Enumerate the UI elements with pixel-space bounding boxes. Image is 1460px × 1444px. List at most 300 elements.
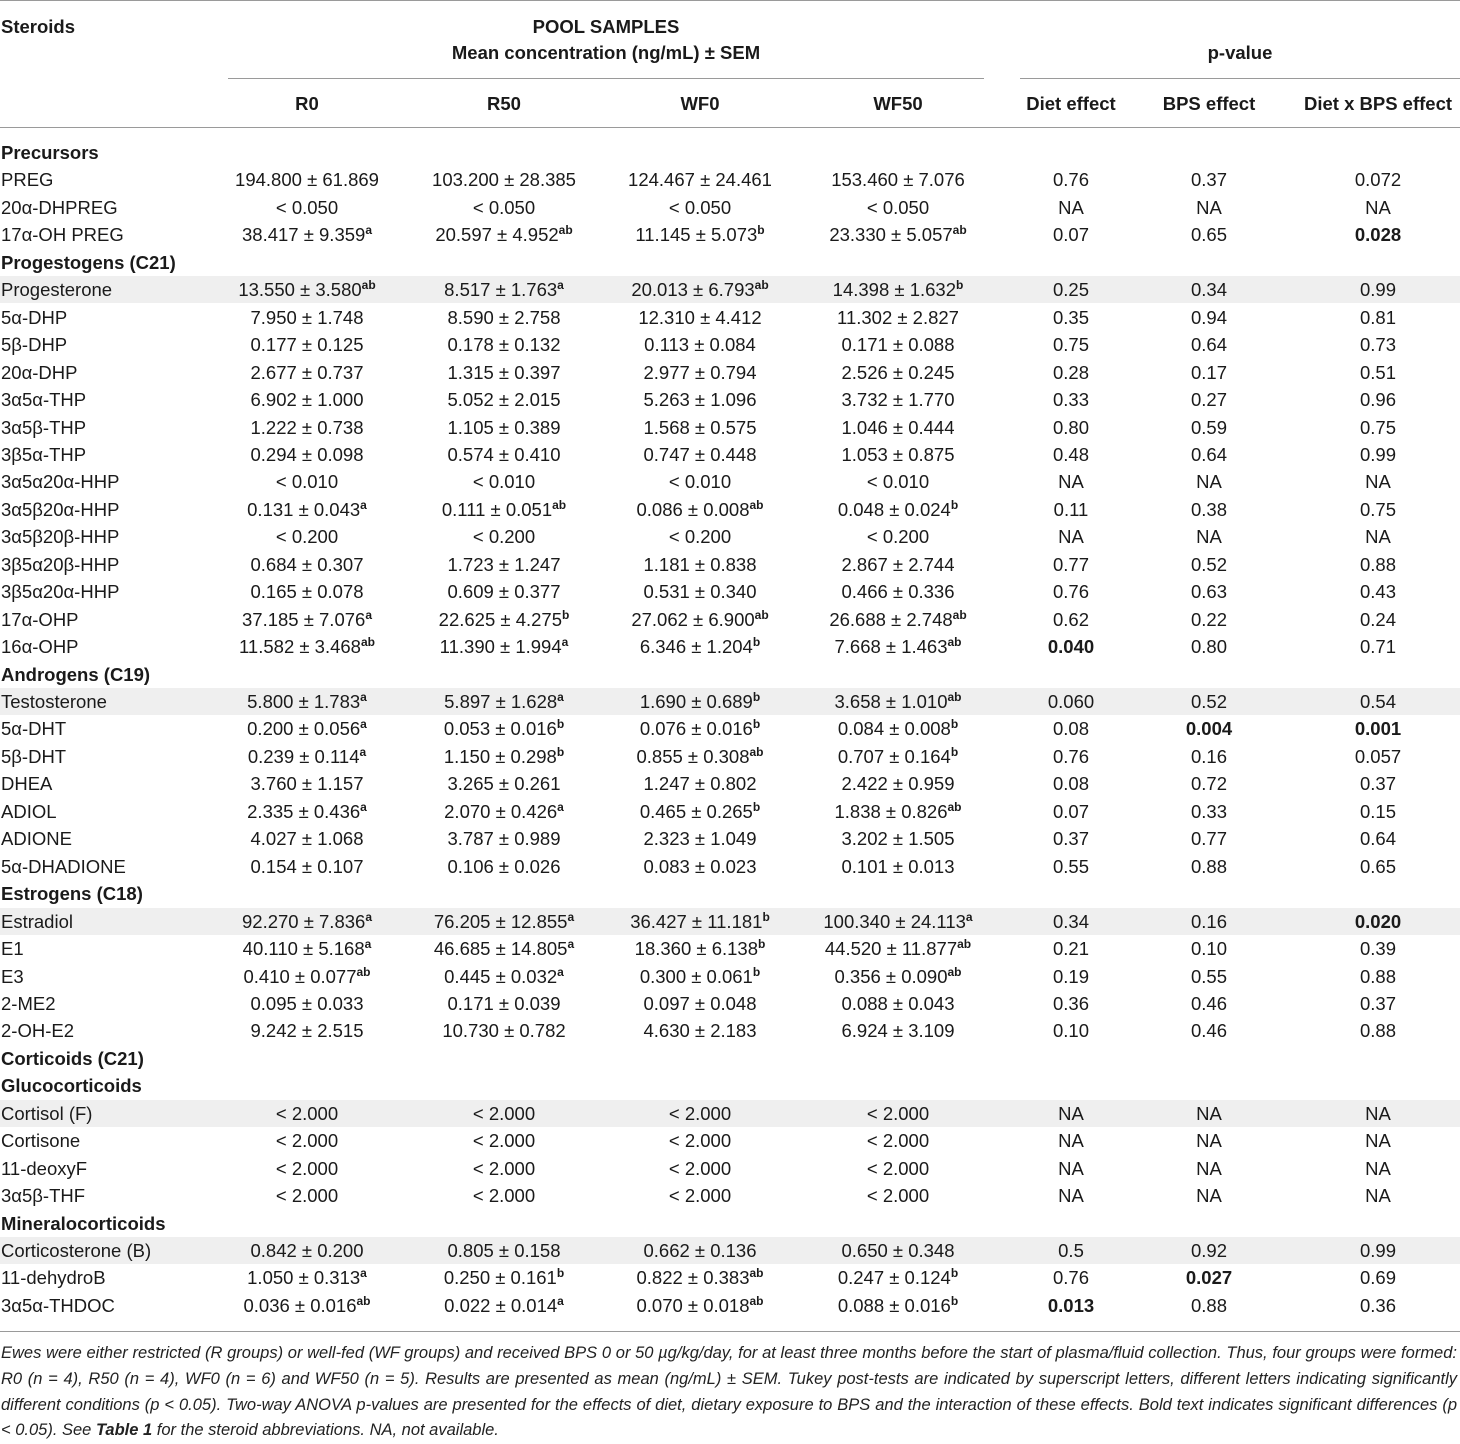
section-row <box>0 1072 1460 1099</box>
concentration-value: 0.088 ± 0.016 <box>837 1294 951 1316</box>
table-row <box>0 578 1460 605</box>
concentration-cell <box>250 1237 363 1264</box>
concentration-value: 3.787 ± 0.989 <box>447 828 561 850</box>
p-value: 0.27 <box>1190 389 1228 411</box>
concentration-value: 0.855 ± 0.308 <box>636 745 750 767</box>
concentration-value: 2.070 ± 0.426 <box>444 800 558 822</box>
concentration-value: < 0.010 <box>275 471 339 493</box>
concentration-cell <box>242 606 372 633</box>
steroid-name: Cortisone <box>1 1130 81 1152</box>
p-value: 0.64 <box>1359 828 1397 850</box>
concentration-cell <box>247 688 367 715</box>
concentration-value: 5.800 ± 1.783 <box>247 691 361 712</box>
p-value-significant: 0.013 <box>1047 1294 1095 1316</box>
concentration-value: 20.597 ± 4.952 <box>435 224 559 246</box>
concentration-value: 10.730 ± 0.782 <box>442 1020 566 1042</box>
section-row <box>0 1210 1460 1237</box>
concentration-cell <box>631 276 768 303</box>
tukey-letter: ab <box>749 1293 764 1308</box>
p-value: NA <box>1365 471 1391 493</box>
concentration-value: 0.662 ± 0.136 <box>643 1240 757 1261</box>
p-value: 0.16 <box>1190 745 1228 767</box>
concentration-value: 7.950 ± 1.748 <box>250 306 364 328</box>
concentration-cell <box>636 743 763 770</box>
p-value: 0.25 <box>1052 279 1090 301</box>
column-header: R50 <box>487 93 521 114</box>
p-value: 0.69 <box>1359 1267 1397 1289</box>
p-value: 0.75 <box>1359 416 1397 438</box>
concentration-value: 0.609 ± 0.377 <box>447 581 561 603</box>
table-row <box>0 715 1460 742</box>
p-value: 0.99 <box>1359 279 1397 301</box>
p-value-significant: 0.020 <box>1354 910 1402 932</box>
p-value: 0.55 <box>1052 855 1090 877</box>
concentration-value: 4.027 ± 1.068 <box>250 828 364 850</box>
concentration-cell <box>841 825 954 852</box>
tukey-letter: a <box>557 1293 564 1308</box>
concentration-cell <box>276 1100 338 1127</box>
section-label: Progestogens (C21) <box>1 251 176 273</box>
p-value: 0.21 <box>1052 938 1090 960</box>
steroid-name: 3β5α-THP <box>1 443 87 465</box>
concentration-value: 0.200 ± 0.056 <box>247 718 361 740</box>
concentration-cell <box>838 1292 958 1319</box>
p-value: 0.46 <box>1190 992 1228 1014</box>
concentration-cell <box>250 304 363 331</box>
p-value: 0.51 <box>1359 361 1397 383</box>
section-label: Precursors <box>1 142 99 163</box>
concentration-value: 1.690 ± 0.689 <box>639 691 753 712</box>
p-value: 0.88 <box>1359 965 1397 987</box>
tukey-letter: b <box>556 1266 565 1281</box>
concentration-value: 0.111 ± 0.051 <box>441 498 553 520</box>
p-value: 0.52 <box>1190 691 1228 712</box>
tukey-letter: a <box>965 909 973 924</box>
p-value: NA <box>1196 1185 1222 1207</box>
tukey-letter: a <box>561 635 569 650</box>
steroid-name: 16α-OHP <box>1 636 79 658</box>
p-value: 0.34 <box>1052 910 1090 932</box>
steroid-name: 3α5β20α-HHP <box>1 498 120 520</box>
table-row <box>0 1292 1460 1319</box>
concentration-cell <box>242 908 372 935</box>
section-label: Glucocorticoids <box>1 1075 142 1097</box>
concentration-cell <box>669 523 731 550</box>
concentration-cell <box>643 1017 756 1044</box>
tukey-letter: b <box>556 744 565 759</box>
section-label: Corticoids (C21) <box>1 1047 144 1069</box>
tukey-letter: ab <box>947 635 962 650</box>
concentration-cell <box>473 523 535 550</box>
p-value: 0.37 <box>1359 773 1397 795</box>
table-row <box>0 1264 1460 1291</box>
concentration-cell <box>447 359 560 386</box>
steroid-name: 3α5α-THP <box>1 389 87 411</box>
tukey-letter: a <box>360 497 367 512</box>
tukey-letter: a <box>360 717 367 732</box>
tukey-letter: ab <box>749 497 764 512</box>
concentration-cell <box>250 770 363 797</box>
concentration-value: 0.294 ± 0.098 <box>250 443 364 465</box>
concentration-value: 23.330 ± 5.057 <box>829 224 953 246</box>
concentration-cell <box>643 441 756 468</box>
section-row <box>0 880 1460 907</box>
concentration-value: 0.250 ± 0.161 <box>443 1267 557 1289</box>
p-value: 0.36 <box>1359 1294 1397 1316</box>
table-row <box>0 414 1460 441</box>
concentration-value: 103.200 ± 28.385 <box>432 169 576 191</box>
concentration-value: 0.086 ± 0.008 <box>636 498 750 520</box>
concentration-cell <box>867 523 929 550</box>
concentration-value: < 2.000 <box>275 1185 339 1207</box>
table-footnote <box>1 1341 1457 1444</box>
p-value: 0.057 <box>1354 745 1402 767</box>
concentration-value: 6.346 ± 1.204 <box>639 636 753 658</box>
concentration-value: 2.323 ± 1.049 <box>643 828 757 850</box>
tukey-letter: a <box>360 1266 367 1281</box>
concentration-cell <box>444 963 564 990</box>
p-value: 0.92 <box>1190 1240 1228 1261</box>
concentration-cell <box>247 496 367 523</box>
concentration-cell <box>442 496 566 523</box>
table-row <box>0 276 1460 303</box>
concentration-value: 1.181 ± 0.838 <box>643 553 757 575</box>
section-label: Estrogens (C18) <box>1 883 143 905</box>
concentration-cell <box>867 1155 929 1182</box>
p-value: 0.37 <box>1359 992 1397 1014</box>
concentration-value: 0.300 ± 0.061 <box>639 965 753 987</box>
p-value-significant: 0.028 <box>1354 224 1402 246</box>
table-row <box>0 166 1460 193</box>
concentration-value: < 2.000 <box>668 1102 732 1124</box>
concentration-value: 0.084 ± 0.008 <box>837 718 951 740</box>
concentration-value: 3.658 ± 1.010 <box>834 691 948 712</box>
concentration-value: 0.650 ± 0.348 <box>841 1240 955 1261</box>
concentration-cell <box>444 743 564 770</box>
tukey-letter: a <box>364 937 372 952</box>
steroid-name: 5α-DHT <box>1 718 67 740</box>
p-value: 0.99 <box>1359 1240 1397 1261</box>
concentration-cell <box>834 633 961 660</box>
concentration-value: 0.097 ± 0.048 <box>643 992 757 1014</box>
concentration-value: < 2.000 <box>472 1130 536 1152</box>
steroid-name: DHEA <box>1 773 53 795</box>
concentration-cell <box>640 688 760 715</box>
tukey-letter: b <box>556 717 565 732</box>
concentration-value: 194.800 ± 61.869 <box>235 169 379 191</box>
concentration-cell <box>643 770 756 797</box>
p-value: 0.19 <box>1052 965 1090 987</box>
p-value: 0.71 <box>1359 636 1397 658</box>
concentration-cell <box>447 331 560 358</box>
concentration-value: < 2.000 <box>866 1157 930 1179</box>
tukey-letter: b <box>955 278 964 293</box>
steroid-name: 3α5α20α-HHP <box>1 471 120 493</box>
steroid-name: Estradiol <box>1 910 73 932</box>
p-value: 0.33 <box>1190 800 1228 822</box>
concentration-value: 2.867 ± 2.744 <box>841 553 955 575</box>
concentration-value: < 0.200 <box>472 526 536 548</box>
concentration-cell <box>867 468 929 495</box>
concentration-value: 2.526 ± 0.245 <box>841 361 955 383</box>
concentration-cell <box>643 990 756 1017</box>
concentration-value: < 0.050 <box>275 196 339 218</box>
concentration-cell <box>442 1017 565 1044</box>
p-value-significant: 0.004 <box>1185 718 1233 740</box>
steroid-name: 17α-OHP <box>1 608 79 630</box>
concentration-cell <box>867 194 929 221</box>
column-header: BPS effect <box>1162 93 1256 114</box>
concentration-cell <box>669 1100 731 1127</box>
concentration-value: 0.088 ± 0.043 <box>841 992 955 1014</box>
concentration-cell <box>841 990 954 1017</box>
p-value: 0.65 <box>1359 855 1397 877</box>
table-row <box>0 606 1460 633</box>
concentration-cell <box>643 359 756 386</box>
concentration-cell <box>447 304 560 331</box>
tukey-letter: b <box>950 717 959 732</box>
p-value: 0.54 <box>1359 691 1397 712</box>
concentration-value: 0.076 ± 0.016 <box>639 718 753 740</box>
concentration-cell <box>638 304 761 331</box>
steroid-name: 3α5α-THDOC <box>1 1294 115 1316</box>
concentration-cell <box>473 1155 535 1182</box>
concentration-cell <box>643 1237 756 1264</box>
concentration-cell <box>439 606 570 633</box>
p-value: 0.76 <box>1052 745 1090 767</box>
column-header: R0 <box>295 93 319 114</box>
p-value-rule <box>1020 78 1460 79</box>
concentration-cell <box>276 468 338 495</box>
concentration-value: 5.263 ± 1.096 <box>643 389 757 411</box>
concentration-cell <box>635 221 764 248</box>
p-value: 0.77 <box>1052 553 1090 575</box>
p-value: NA <box>1365 1130 1391 1152</box>
tukey-letter: b <box>762 909 770 924</box>
concentration-value: 0.574 ± 0.410 <box>447 443 561 465</box>
concentration-cell <box>250 853 363 880</box>
tukey-letter: b <box>757 937 766 952</box>
p-value: NA <box>1196 471 1222 493</box>
concentration-cell <box>640 963 760 990</box>
concentration-value: 0.171 ± 0.088 <box>841 334 955 356</box>
steroid-name: ADIONE <box>1 828 72 850</box>
concentration-cell <box>841 359 954 386</box>
concentration-value: 1.105 ± 0.389 <box>447 416 561 438</box>
steroid-name: E3 <box>1 965 24 987</box>
tukey-letter: a <box>567 909 575 924</box>
footnote-text-end: for the steroid abbreviations. NA, not available. <box>152 1421 499 1440</box>
concentration-value: 7.668 ± 1.463 <box>834 636 948 658</box>
concentration-value: 0.154 ± 0.107 <box>250 855 364 877</box>
table-1-reference[interactable]: Table 1 <box>95 1421 153 1440</box>
concentration-cell <box>250 386 363 413</box>
concentration-cell <box>838 496 958 523</box>
p-value: 0.43 <box>1359 581 1397 603</box>
concentration-cell <box>867 1100 929 1127</box>
p-value: 0.65 <box>1190 224 1228 246</box>
p-value: 0.76 <box>1052 1267 1090 1289</box>
p-value: 0.88 <box>1190 855 1228 877</box>
concentration-value: 36.427 ± 11.181 <box>630 910 763 932</box>
concentration-value: 27.062 ± 6.900 <box>631 608 755 630</box>
tukey-letter: ab <box>558 223 573 238</box>
concentration-cell <box>640 798 760 825</box>
concentration-value: 1.050 ± 0.313 <box>247 1267 361 1289</box>
p-value: 0.15 <box>1359 800 1397 822</box>
concentration-value: 0.805 ± 0.158 <box>447 1240 561 1261</box>
p-value: 0.52 <box>1190 553 1228 575</box>
tukey-letter: ab <box>957 937 972 952</box>
p-value: 0.17 <box>1190 361 1228 383</box>
concentration-cell <box>473 1127 535 1154</box>
concentration-value: 8.590 ± 2.758 <box>447 306 561 328</box>
concentration-cell <box>838 715 958 742</box>
p-value: 0.07 <box>1052 800 1090 822</box>
bottom-rule <box>0 1331 1460 1332</box>
table-row <box>0 798 1460 825</box>
concentration-value: < 2.000 <box>472 1185 536 1207</box>
concentration-value: 38.417 ± 9.359 <box>242 224 366 246</box>
concentration-value: 0.053 ± 0.016 <box>443 718 557 740</box>
concentration-cell <box>630 908 770 935</box>
p-value: 0.88 <box>1359 1020 1397 1042</box>
p-value: 0.5 <box>1058 1240 1084 1261</box>
concentration-value: 40.110 ± 5.168 <box>242 938 365 960</box>
steroid-name: Progesterone <box>1 279 113 301</box>
tukey-letter: ab <box>952 607 967 622</box>
p-value: 0.81 <box>1359 306 1397 328</box>
concentration-value: 0.239 ± 0.114 <box>247 745 360 767</box>
tukey-letter: a <box>365 909 372 924</box>
table-row <box>0 935 1460 962</box>
steroid-name: Corticosterone (B) <box>1 1240 152 1261</box>
concentration-cell <box>250 441 363 468</box>
concentration-value: 18.360 ± 6.138 <box>634 938 758 960</box>
concentration-value: < 2.000 <box>866 1102 930 1124</box>
concentration-value: 5.897 ± 1.628 <box>444 691 558 712</box>
concentration-cell <box>643 414 756 441</box>
concentration-cell <box>250 331 363 358</box>
table-row <box>0 551 1460 578</box>
concentration-value: 0.707 ± 0.164 <box>837 745 951 767</box>
concentration-cell <box>434 908 574 935</box>
concentration-value: 2.335 ± 0.436 <box>247 800 361 822</box>
concentration-cell <box>250 990 363 1017</box>
steroid-name: Testosterone <box>1 691 107 712</box>
tukey-letter: b <box>752 799 761 814</box>
concentration-value: < 2.000 <box>275 1157 339 1179</box>
tukey-letter: a <box>365 223 372 238</box>
concentration-cell <box>444 276 564 303</box>
concentration-cell <box>435 221 572 248</box>
concentration-cell <box>640 715 760 742</box>
concentration-value: 0.247 ± 0.124 <box>837 1267 951 1289</box>
tukey-letter: ab <box>360 635 375 650</box>
concentration-value: 0.445 ± 0.032 <box>444 965 558 987</box>
steroid-name: ADIOL <box>1 800 57 822</box>
p-value: 0.33 <box>1052 389 1090 411</box>
tukey-letter: ab <box>754 607 769 622</box>
concentration-cell <box>829 221 966 248</box>
p-value: 0.46 <box>1190 1020 1228 1042</box>
concentration-cell <box>643 853 756 880</box>
p-value: 0.77 <box>1190 828 1228 850</box>
p-value: 0.80 <box>1190 636 1228 658</box>
tukey-letter: b <box>752 964 761 979</box>
tukey-letter: ab <box>947 690 962 704</box>
column-header: WF50 <box>873 93 923 114</box>
concentration-value: 0.178 ± 0.132 <box>447 334 561 356</box>
section-row <box>0 249 1460 276</box>
concentration-value: 0.465 ± 0.265 <box>639 800 753 822</box>
concentration-cell <box>444 1264 564 1291</box>
table-row <box>0 908 1460 935</box>
steroid-name: Cortisol (F) <box>1 1102 93 1124</box>
p-value-significant: 0.027 <box>1185 1267 1233 1289</box>
concentration-value: 76.205 ± 12.855 <box>433 910 568 932</box>
steroid-name: 5α-DHADIONE <box>1 855 126 877</box>
p-value: 0.55 <box>1190 965 1228 987</box>
concentration-cell <box>831 166 965 193</box>
concentration-value: 1.247 ± 0.802 <box>643 773 757 795</box>
concentration-cell <box>473 1100 535 1127</box>
concentration-value: 0.165 ± 0.078 <box>250 581 364 603</box>
concentration-value: 1.838 ± 0.826 <box>834 800 948 822</box>
table-row <box>0 359 1460 386</box>
concentration-value: 1.150 ± 0.298 <box>443 745 557 767</box>
concentration-value: 11.302 ± 2.827 <box>837 306 959 328</box>
concentration-cell <box>635 935 766 962</box>
p-value: 0.24 <box>1359 608 1397 630</box>
concentration-value: < 0.010 <box>472 471 536 493</box>
concentration-value: 11.390 ± 1.994 <box>439 636 562 658</box>
concentration-cell <box>838 743 958 770</box>
concentration-cell <box>444 715 564 742</box>
concentration-cell <box>276 194 338 221</box>
concentration-value: 0.822 ± 0.383 <box>636 1267 750 1289</box>
concentration-value: 22.625 ± 4.275 <box>438 608 562 630</box>
tukey-letter: a <box>359 744 367 759</box>
concentration-cell <box>841 331 954 358</box>
tukey-letter: ab <box>947 799 962 814</box>
concentration-cell <box>276 1127 338 1154</box>
tukey-letter: a <box>360 690 367 704</box>
p-value: 0.39 <box>1359 938 1397 960</box>
p-value: 0.10 <box>1052 1020 1090 1042</box>
tukey-letter: a <box>557 690 564 704</box>
tukey-letter: ab <box>749 744 764 759</box>
concentration-cell <box>247 1264 367 1291</box>
p-value: 0.76 <box>1052 169 1090 191</box>
top-rule <box>0 0 1460 1</box>
concentration-cell <box>823 908 972 935</box>
concentration-cell <box>276 1182 338 1209</box>
concentration-value: 3.202 ± 1.505 <box>841 828 955 850</box>
p-value: 0.48 <box>1052 443 1090 465</box>
concentration-value: 0.131 ± 0.043 <box>247 498 361 520</box>
concentration-cell <box>440 633 569 660</box>
table-row <box>0 633 1460 660</box>
concentration-value: 6.924 ± 3.109 <box>841 1020 955 1042</box>
concentration-value: 9.242 ± 2.515 <box>250 1020 364 1042</box>
concentration-cell <box>841 386 954 413</box>
tukey-letter: ab <box>749 1266 764 1281</box>
concentration-cell <box>841 578 954 605</box>
concentration-value: < 2.000 <box>275 1130 339 1152</box>
concentration-value: < 2.000 <box>866 1130 930 1152</box>
concentration-value: 0.070 ± 0.018 <box>636 1294 750 1316</box>
